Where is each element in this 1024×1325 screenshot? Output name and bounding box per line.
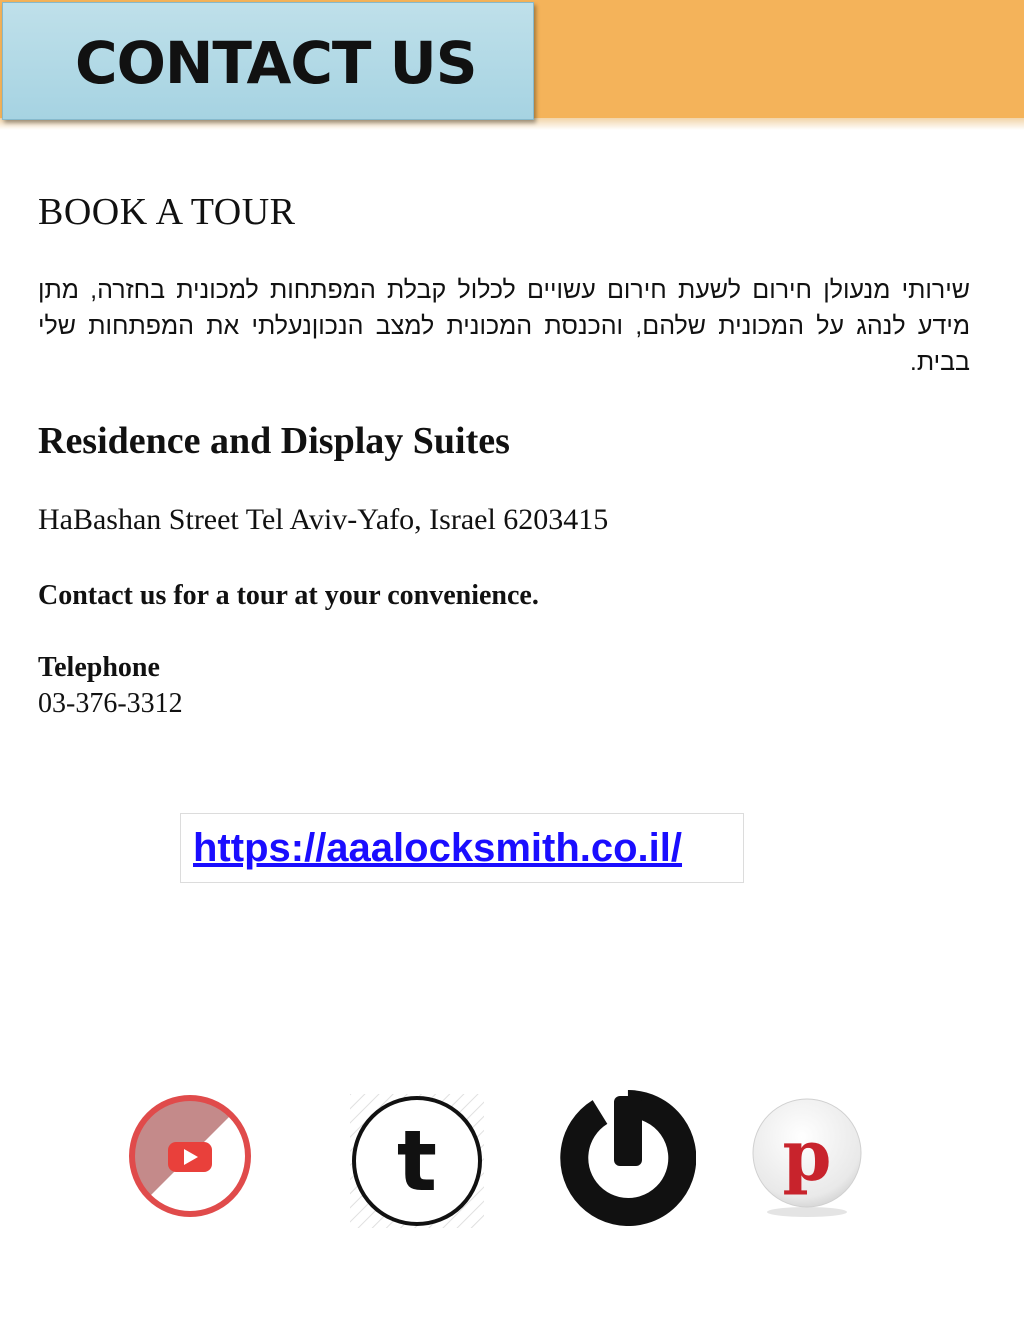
title-box	[2, 2, 534, 120]
youtube-icon[interactable]	[126, 1092, 254, 1220]
contact-line: Contact us for a tour at your convenience.	[38, 580, 539, 611]
hebrew-description: שירותי מנעולן חירום לשעת חירום עשויים לכלול קבלת המפתחות למכונית בחזרה, מתן מידע לנהג על המכונית שלהם, והכנסת המכונית למצב הנכוןנעלתי את המפתחות שלי בבית.	[38, 276, 970, 376]
svg-text:p: p	[782, 1114, 832, 1197]
telephone-label: Telephone	[38, 652, 160, 683]
book-tour-heading: BOOK A TOUR	[38, 191, 296, 233]
website-link[interactable]: https://aaalocksmith.co.il/	[193, 826, 683, 870]
website-link-box	[180, 813, 744, 883]
telephone-number: 03-376-3312	[38, 688, 183, 719]
residence-heading: Residence and Display Suites	[38, 420, 510, 462]
page-title: CONTACT US	[75, 29, 477, 97]
address-text: HaBashan Street Tel Aviv-Yafo, Israel 6203415	[38, 503, 609, 536]
gravatar-icon[interactable]	[560, 1090, 696, 1226]
tumblr-icon[interactable]	[350, 1094, 484, 1228]
svg-text:t: t	[396, 1112, 438, 1210]
pinterest-icon[interactable]	[748, 1096, 866, 1220]
